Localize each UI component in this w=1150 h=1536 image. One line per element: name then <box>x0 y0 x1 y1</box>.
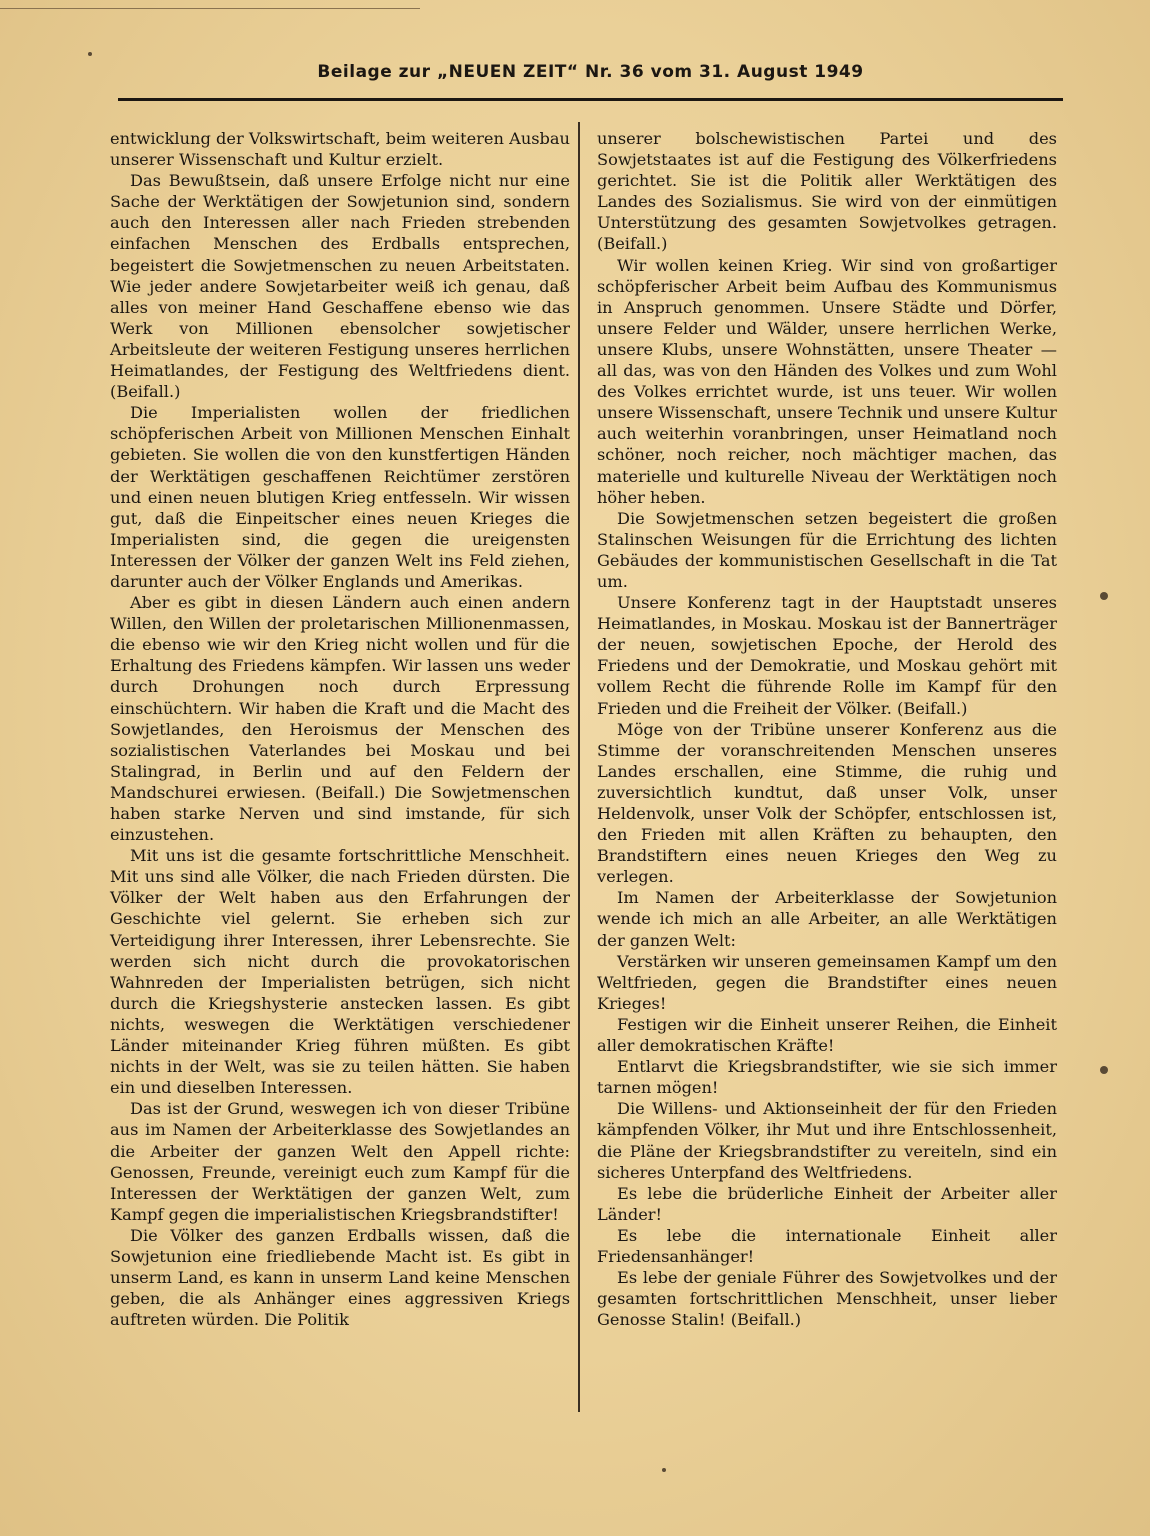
binding-hole-mark <box>1100 1066 1108 1074</box>
paragraph: unserer bolschewistischen Partei und des Sowjetstaates ist auf die Festigung des Völkerfriedens gerichtet. Sie ist die Politik aller Werktätigen des Landes des Sozialismus. Sie wird von der einmütigen Unterstützung des gesamten Sowjetvolkes getragen. (Beifall.) <box>597 129 1057 254</box>
paragraph: Es lebe der geniale Führer des Sowjetvolkes und der gesamten fortschrittlichen Menschheit, unser lieber Genosse Stalin! (Beifall.) <box>597 1268 1057 1330</box>
paragraph: Aber es gibt in diesen Ländern auch einen andern Willen, den Willen der proletarischen Millionenmassen, die ebenso wie wir den Krieg nicht wollen und für die Erhaltung des Friedens kämpfen. Wir lassen uns weder durch Drohungen noch durch Erpressung einschüchtern. Wir haben die Kraft und die Macht des Sowjetlandes, den Heroismus der Menschen des sozialistischen Vaterlandes bei Moskau und bei Stalingrad, in Berlin und auf den Feldern der Mandschurei erwiesen. (Beifall.) Die Sowjetmenschen haben starke Nerven und sind imstande, für sich einzustehen. <box>110 593 570 845</box>
paragraph: Es lebe die internationale Einheit aller Friedensanhänger! <box>597 1225 1057 1266</box>
page-header: Beilage zur „NEUEN ZEIT“ Nr. 36 vom 31. August 1949 <box>317 62 864 82</box>
right-column <box>597 128 1057 1330</box>
paragraph: Die Sowjetmenschen setzen begeistert die großen Stalinschen Weisungen für die Errichtung des lichten Gebäudes der kommunistischen Gesellschaft in die Tat um. <box>597 508 1057 591</box>
paper-speck <box>88 52 92 56</box>
paragraph: Es lebe die brüderliche Einheit der Arbeiter aller Länder! <box>597 1183 1057 1224</box>
paragraph: Wir wollen keinen Krieg. Wir sind von großartiger schöpferischer Arbeit beim Aufbau des Kommunismus in Anspruch genommen. Unsere Städte und Dörfer, unsere Felder und Wälder, unsere herrlichen Werke, unsere Klubs, unsere Wohnstätten, unsere Theater — all das, was von den Händen des Volkes und zum Wohl des Volkes errichtet wurde, ist uns teuer. Wir wollen unsere Wissenschaft, unsere Technik und unsere Kultur auch weiterhin voranbringen, unser Heimatland noch schöner, noch reicher, noch mächtiger machen, das materielle und kulturelle Niveau der Werktätigen noch höher heben. <box>597 255 1057 507</box>
paragraph: Entlarvt die Kriegsbrandstifter, wie sie sich immer tarnen mögen! <box>597 1057 1057 1098</box>
column-divider <box>578 122 580 1412</box>
paragraph: Das ist der Grund, weswegen ich von dieser Tribüne aus im Namen der Arbeiterklasse des Sowjetlandes an die Arbeiter der ganzen Welt den Appell richte: Genossen, Freunde, vereinigt euch zum Kampf für die Interessen der Werktätigen der ganzen Welt, zum Kampf gegen die imperialistischen Kriegsbrandstifter! <box>110 1099 570 1224</box>
paragraph: Unsere Konferenz tagt in der Hauptstadt unseres Heimatlandes, in Moskau. Moskau ist der Bannerträger der neuen, sowjetischen Epoche, der Herold des Friedens und der Demokratie, und Moskau gehört mit vollem Recht die führende Rolle im Kampf für den Frieden und die Freiheit der Völker. (Beifall.) <box>597 593 1057 718</box>
paragraph: entwicklung der Volkswirtschaft, beim weiteren Ausbau unserer Wissenschaft und Kultur erzielt. <box>110 129 570 170</box>
paragraph: Festigen wir die Einheit unserer Reihen, die Einheit aller demokratischen Kräfte! <box>597 1014 1057 1056</box>
paragraph: Die Völker des ganzen Erdballs wissen, daß die Sowjetunion eine friedliebende Macht ist. Es gibt in unserm Land, es kann in unserm Land keine Menschen geben, die als Anhänger eines aggressiven Kriegs auftreten würden. Die Politik <box>110 1225 570 1330</box>
binding-hole-mark <box>1100 592 1108 600</box>
paper-speck <box>662 1468 666 1472</box>
left-column <box>110 128 570 1330</box>
header-rule <box>118 98 1063 101</box>
paragraph: Die Willens- und Aktionseinheit der für den Frieden kämpfenden Völker, ihr Mut und ihre Entschlossenheit, die Pläne der Kriegsbrandstifter zu vereiteln, sind ein sicheres Unterpfand des Weltfriedens. <box>597 1099 1057 1182</box>
paragraph: Das Bewußtsein, daß unsere Erfolge nicht nur eine Sache der Werktätigen der Sowjetunion sind, sondern auch den Interessen aller nach Frieden strebenden einfachen Menschen des Erdballs entsprechen, begeistert die Sowjetmenschen zu neuen Arbeitstaten. Wie jeder andere Sowjetarbeiter weiß ich genau, daß alles von meiner Hand Geschaffene ebenso wie das Werk von Millionen ebensolcher sowjetischer Arbeitsleute der weiteren Festigung unseres herrlichen Heimatlandes, der Festigung des Weltfriedens dient. (Beifall.) <box>110 171 570 402</box>
paragraph: Verstärken wir unseren gemeinsamen Kampf um den Weltfrieden, gegen die Brandstifter eines neuen Krieges! <box>597 951 1057 1013</box>
paragraph: Die Imperialisten wollen der friedlichen schöpferischen Arbeit von Millionen Menschen Einhalt gebieten. Sie wollen die von den kunstfertigen Händen der Werktätigen geschaffenen Reichtümer zerstören und einen neuen blutigen Krieg entfesseln. Wir wissen gut, daß die Einpeitscher eines neuen Krieges die Imperialisten sind, die gegen die ureigensten Interessen der Völker der ganzen Welt ins Feld ziehen, darunter auch der Völker Englands und Amerikas. <box>110 403 570 591</box>
paragraph: Im Namen der Arbeiterklasse der Sowjetunion wende ich mich an alle Arbeiter, an alle Werktätigen der ganzen Welt: <box>597 888 1057 950</box>
paragraph: Möge von der Tribüne unserer Konferenz aus die Stimme der voranschreitenden Menschen unseres Landes erschallen, eine Stimme, die ruhig und zuversichtlich kundtut, daß unser Volk, unser Heldenvolk, unser Volk der Schöpfer, entschlossen ist, den Frieden mit allen Kräften zu behaupten, den Brandstiftern eines neuen Krieges den Weg zu verlegen. <box>597 719 1057 887</box>
top-edge-line <box>0 8 420 9</box>
paragraph: Mit uns ist die gesamte fortschrittliche Menschheit. Mit uns sind alle Völker, die nach Frieden dürsten. Die Völker der Welt haben aus den Erfahrungen der Geschichte viel gelernt. Sie erheben sich zur Verteidigung ihrer Interessen, ihrer Lebensrechte. Sie werden sich nicht durch die provokatorischen Wahnreden der Imperialisten betrügen, sich nicht durch die Kriegshysterie anstecken lassen. Es gibt nichts, weswegen die Werktätigen verschiedener Länder miteinander Krieg führen müßten. Es gibt nichts in der Welt, was sie zu teilen hätten. Sie haben ein und dieselben Interessen. <box>110 846 570 1098</box>
